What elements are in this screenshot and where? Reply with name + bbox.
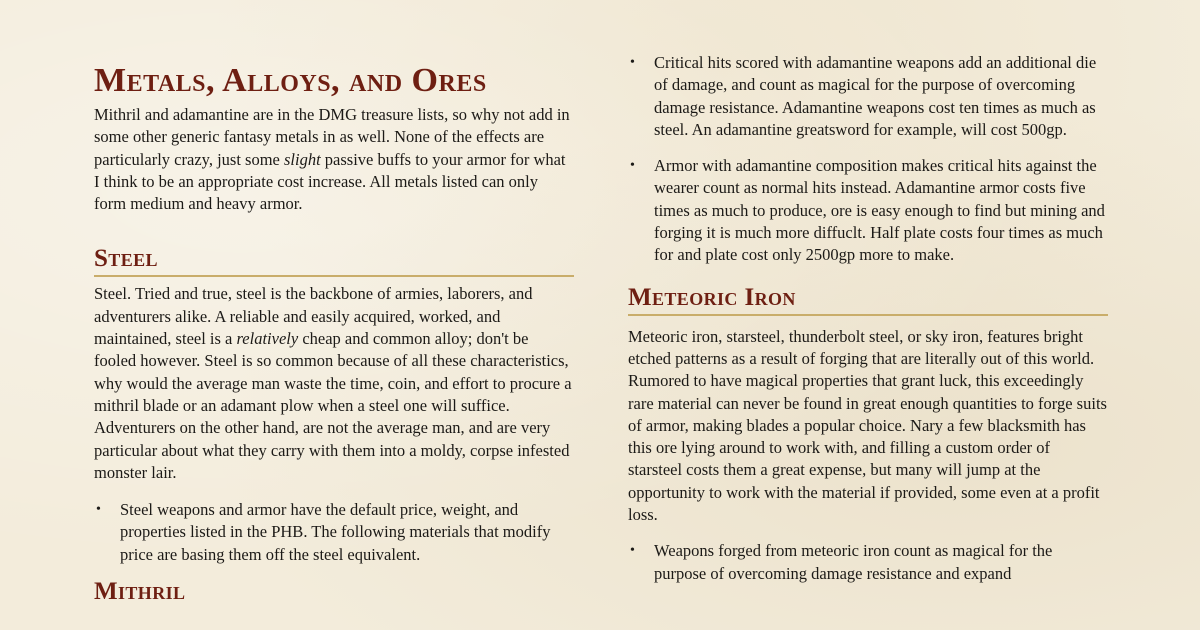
adamantine-bullet-list — [628, 52, 1108, 267]
steel-text-2: cheap and common alloy; don't be fooled however. Steel is so common because of all these characteristics, why would the average man waste the time, coin, and effort to procure a mithril blade or an adamant plow when a steel one will suffice. Adventurers on the other hand, are not the average man, and are very particular about what they carry with them into a moldy, corpse infested monster lair. — [94, 329, 572, 482]
bullet-item — [628, 540, 1108, 585]
section-heading-meteoric-iron: Meteoric Iron — [628, 284, 1108, 316]
meteoric-iron-bullet-list — [628, 540, 1108, 585]
bullet-text: Weapons forged from meteoric iron count as magical for the purpose of overcoming damage resistance and expand — [654, 541, 1053, 583]
page-title: Metals, Alloys, and Ores — [94, 62, 487, 99]
section-heading-mithril: Mithril — [94, 578, 186, 606]
bullet-text: Steel weapons and armor have the default price, weight, and properties listed in the PHB. The following materials that modify price are basing them off the steel equivalent. — [120, 500, 551, 564]
right-column — [628, 52, 1108, 585]
bullet-icon: • — [630, 158, 635, 174]
steel-bullet-list — [94, 499, 574, 566]
bullet-icon: • — [630, 55, 635, 70]
steel-paragraph — [94, 283, 574, 484]
left-column — [94, 62, 574, 608]
bullet-item — [94, 499, 574, 566]
bullet-item — [628, 52, 1108, 141]
bullet-text: Critical hits scored with adamantine weapons add an additional die of damage, and count as magical for the purpose of overcoming damage resistance. Adamantine weapons cost ten times as much as steel. An adamantine greatsword for example, will cost 500gp. — [654, 53, 1097, 139]
bullet-icon: • — [96, 502, 101, 518]
section-heading-steel: Steel — [94, 245, 574, 277]
steel-text-1: Steel. Tried and true, steel is the backbone of armies, laborers, and adventurers alike. A reliable and easily acquired, worked, and maintained, steel is a — [94, 284, 533, 349]
bullet-icon: • — [630, 543, 635, 559]
bullet-text: Armor with adamantine composition makes critical hits against the wearer count as normal hits instead. Adamantine armor costs five times as much to produce, ore is easy enough to find but mining and forging it is much more diffuclt. Half plate costs four times as much for and plate cost only 2500gp more to make. — [654, 156, 1105, 265]
steel-italic: relatively — [236, 329, 299, 349]
intro-paragraph — [94, 104, 574, 215]
intro-text-1: Mithril and adamantine are in the DMG treasure lists, so why not add in some other generic fantasy metals in as well. None of the effects are particularly crazy, just some — [94, 105, 570, 169]
intro-text-2: passive buffs to your armor for what I think to be an appropriate cost increase. All metals listed can only form medium and heavy armor. — [94, 149, 566, 214]
intro-italic: slight — [283, 149, 321, 169]
meteoric-iron-paragraph: Meteoric iron, starsteel, thunderbolt steel, or sky iron, features bright etched patterns as a result of forging that are literally out of this world. Rumored to have magical properties that grant luck, this exceedingly rare material can never be found in great enough quantities to forge suits of armor, making blades a popular choice. Nary a few blacksmith has this ore lying around to work with, and filling a custom order of starsteel costs them a great expense, but many will jump at the opportunity to work with the material if provided, some even at a profit loss. — [628, 326, 1107, 525]
bullet-item — [628, 155, 1108, 266]
